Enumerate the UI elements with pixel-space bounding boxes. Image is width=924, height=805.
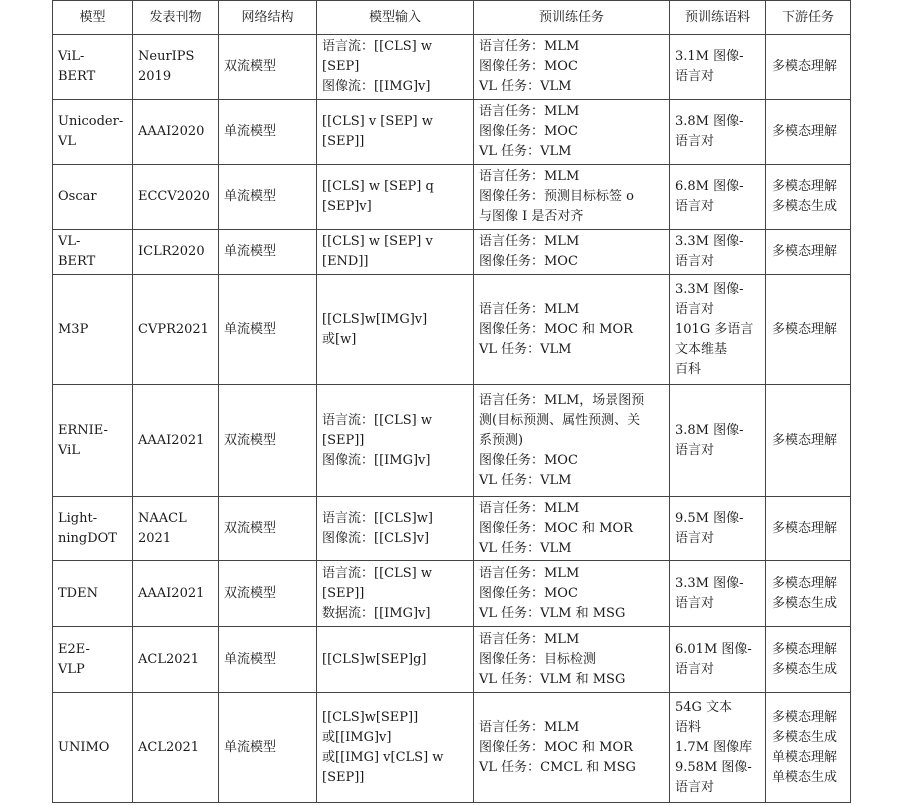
table-cell: 多模态理解 多模态生成 单模态理解 单模态生成 (766, 693, 851, 803)
table-row (53, 497, 851, 561)
header-model-input: 模型输入 (317, 1, 474, 35)
table-cell: AAAI2020 (133, 100, 219, 165)
table-cell: ACL2021 (133, 627, 219, 693)
table-cell: NeurIPS 2019 (133, 35, 219, 100)
table-cell: [[CLS]w[SEP]] 或[[IMG]v] 或[[IMG] v[CLS] w [SEP]] (317, 693, 474, 803)
table-cell: 单流模型 (219, 230, 317, 275)
table-row (53, 100, 851, 165)
table-cell: 语言任务：MLM 图像任务：MOC VL 任务：VLM 和 MSG (474, 561, 670, 627)
table-cell: M3P (53, 275, 133, 385)
table-cell: 多模态理解 (766, 35, 851, 100)
table-cell: 单流模型 (219, 693, 317, 803)
table-cell: 6.01M 图像- 语言对 (670, 627, 766, 693)
table-body (53, 35, 851, 803)
table-cell: AAAI2021 (133, 561, 219, 627)
table-cell: Light- ningDOT (53, 497, 133, 561)
table-cell: 语言任务：MLM 图像任务：MOC VL 任务：VLM (474, 35, 670, 100)
table-cell: 语言任务：MLM 图像任务：预测目标标签 o 与图像 I 是否对齐 (474, 165, 670, 230)
table-cell: ViL- BERT (53, 35, 133, 100)
table-cell: 多模态理解 (766, 275, 851, 385)
table-cell: [[CLS] w [SEP] q [SEP]v] (317, 165, 474, 230)
table-cell: 语言流：[[CLS] w [SEP]] 图像流：[[IMG]v] (317, 385, 474, 497)
table-cell: 语言任务：MLM，场景图预 测(目标预测、属性预测、关 系预测) 图像任务：MOC VL 任务：VLM (474, 385, 670, 497)
table-cell: 3.1M 图像- 语言对 (670, 35, 766, 100)
table-cell: 单流模型 (219, 100, 317, 165)
table-cell: [[CLS]w[SEP]g] (317, 627, 474, 693)
table-cell: 语言任务：MLM 图像任务：MOC 和 MOR VL 任务：CMCL 和 MSG (474, 693, 670, 803)
table-cell: ECCV2020 (133, 165, 219, 230)
table-cell: 多模态理解 多模态生成 (766, 561, 851, 627)
model-comparison-table (52, 0, 851, 803)
table-cell: 双流模型 (219, 35, 317, 100)
table-cell: ICLR2020 (133, 230, 219, 275)
table-cell: ERNIE- ViL (53, 385, 133, 497)
table-row (53, 165, 851, 230)
table-cell: 单流模型 (219, 165, 317, 230)
table-cell: 语言流：[[CLS]w] 图像流：[[CLS]v] (317, 497, 474, 561)
table-row (53, 385, 851, 497)
table-cell: 语言任务：MLM 图像任务：MOC VL 任务：VLM (474, 100, 670, 165)
table-cell: 语言任务：MLM 图像任务：目标检测 VL 任务：VLM 和 MSG (474, 627, 670, 693)
table-cell: ACL2021 (133, 693, 219, 803)
header-architecture: 网络结构 (219, 1, 317, 35)
table-cell: VL- BERT (53, 230, 133, 275)
table-cell: 语言任务：MLM 图像任务：MOC (474, 230, 670, 275)
table-cell: 3.3M 图像- 语言对 (670, 230, 766, 275)
table-cell: 语言任务：MLM 图像任务：MOC 和 MOR VL 任务：VLM (474, 275, 670, 385)
table-cell: 9.5M 图像- 语言对 (670, 497, 766, 561)
table-cell: 双流模型 (219, 497, 317, 561)
table-cell: 6.8M 图像- 语言对 (670, 165, 766, 230)
table-row (53, 275, 851, 385)
header-pretraining-corpus: 预训练语料 (670, 1, 766, 35)
table-cell: 3.8M 图像- 语言对 (670, 385, 766, 497)
table-cell: 单流模型 (219, 275, 317, 385)
table-cell: 双流模型 (219, 385, 317, 497)
table-cell: 语言流：[[CLS] w [SEP] 图像流：[[IMG]v] (317, 35, 474, 100)
table-cell: [[CLS]w[IMG]v] 或[w] (317, 275, 474, 385)
table-cell: 3.3M 图像- 语言对 101G 多语言 文本维基 百科 (670, 275, 766, 385)
table-cell: [[CLS] w [SEP] v [END]] (317, 230, 474, 275)
table-cell: [[CLS] v [SEP] w [SEP]] (317, 100, 474, 165)
table-cell: UNIMO (53, 693, 133, 803)
table-header-row (53, 1, 851, 35)
header-venue: 发表刊物 (133, 1, 219, 35)
table-cell: 多模态理解 (766, 100, 851, 165)
table-cell: 语言流：[[CLS] w [SEP]] 数据流：[[IMG]v] (317, 561, 474, 627)
table-cell: Unicoder- VL (53, 100, 133, 165)
table-cell: 3.8M 图像- 语言对 (670, 100, 766, 165)
table-cell: 多模态理解 (766, 385, 851, 497)
table-cell: CVPR2021 (133, 275, 219, 385)
table-cell: 双流模型 (219, 561, 317, 627)
table-row (53, 627, 851, 693)
header-downstream-tasks: 下游任务 (766, 1, 851, 35)
table-cell: 多模态理解 (766, 230, 851, 275)
table-cell: 语言任务：MLM 图像任务：MOC 和 MOR VL 任务：VLM (474, 497, 670, 561)
table-row (53, 35, 851, 100)
table-row (53, 230, 851, 275)
table-cell: 多模态理解 多模态生成 (766, 165, 851, 230)
table-row (53, 561, 851, 627)
table-cell: NAACL 2021 (133, 497, 219, 561)
table-cell: TDEN (53, 561, 133, 627)
table-cell: E2E- VLP (53, 627, 133, 693)
table-cell: Oscar (53, 165, 133, 230)
header-pretraining-tasks: 预训练任务 (474, 1, 670, 35)
table-row (53, 693, 851, 803)
table-cell: 3.3M 图像- 语言对 (670, 561, 766, 627)
table-cell: AAAI2021 (133, 385, 219, 497)
table-cell: 54G 文本 语料 1.7M 图像库 9.58M 图像- 语言对 (670, 693, 766, 803)
table-cell: 多模态理解 (766, 497, 851, 561)
table-cell: 单流模型 (219, 627, 317, 693)
table-cell: 多模态理解 多模态生成 (766, 627, 851, 693)
header-model: 模型 (53, 1, 133, 35)
